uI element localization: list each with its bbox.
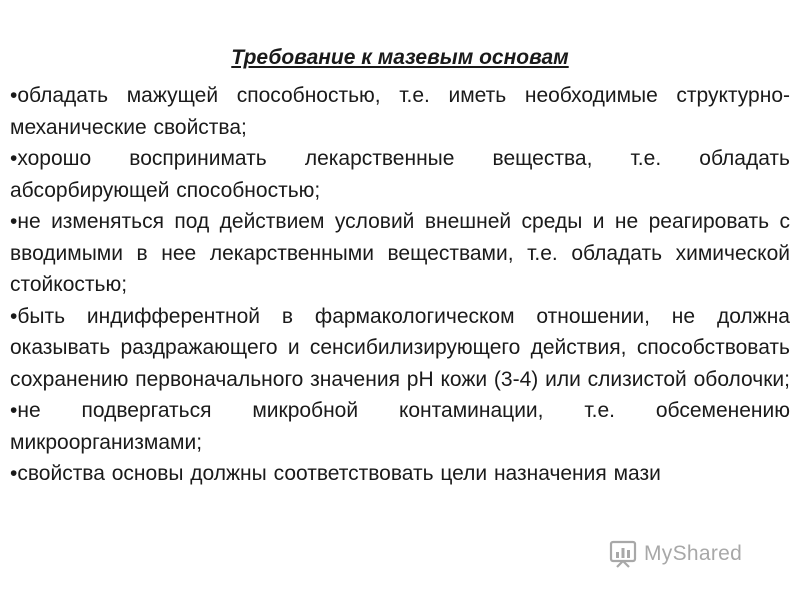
list-item-text: обладать мажущей способностью, т.е. иметь необходимые структурно-механические свойства; (10, 84, 790, 139)
list-item (10, 395, 790, 458)
list-item-text: не подвергаться микробной контаминации, т.е. обсеменению микроорганизмами; (10, 399, 790, 454)
myshared-watermark (608, 536, 778, 572)
requirements-list (10, 80, 790, 490)
bullet-marker: • (10, 210, 18, 233)
bullet-marker: • (10, 399, 18, 422)
list-item-text: хорошо воспринимать лекарственные вещества, т.е. обладать абсорбирующей способностью; (10, 147, 790, 202)
list-item (10, 458, 790, 490)
list-item (10, 206, 790, 301)
watermark-text: MyShared (644, 542, 743, 565)
list-item (10, 143, 790, 206)
bullet-marker: • (10, 304, 18, 328)
slide-title: Требование к мазевым основам (231, 46, 569, 69)
list-item (10, 80, 790, 143)
list-item-text: не изменяться под действием условий внешней среды и не реагировать с вводимыми в нее лекарственными веществами, т.е. обладать химической стойкостью; (10, 210, 790, 296)
list-item-text: свойства основы должны соответствовать цели назначения мази (17, 462, 661, 485)
bullet-marker: • (10, 84, 18, 107)
bullet-marker: • (10, 462, 18, 485)
list-item (10, 301, 790, 396)
myshared-logo-icon (608, 539, 638, 569)
bullet-marker: • (10, 147, 18, 170)
list-item-text: быть индифферентной в фармакологическом отношении, не должна оказывать раздражающего и сенсибилизирующего действия, способствовать сохранению первоначального значения рН кожи (3-4) или слизистой оболочки; (10, 304, 790, 391)
